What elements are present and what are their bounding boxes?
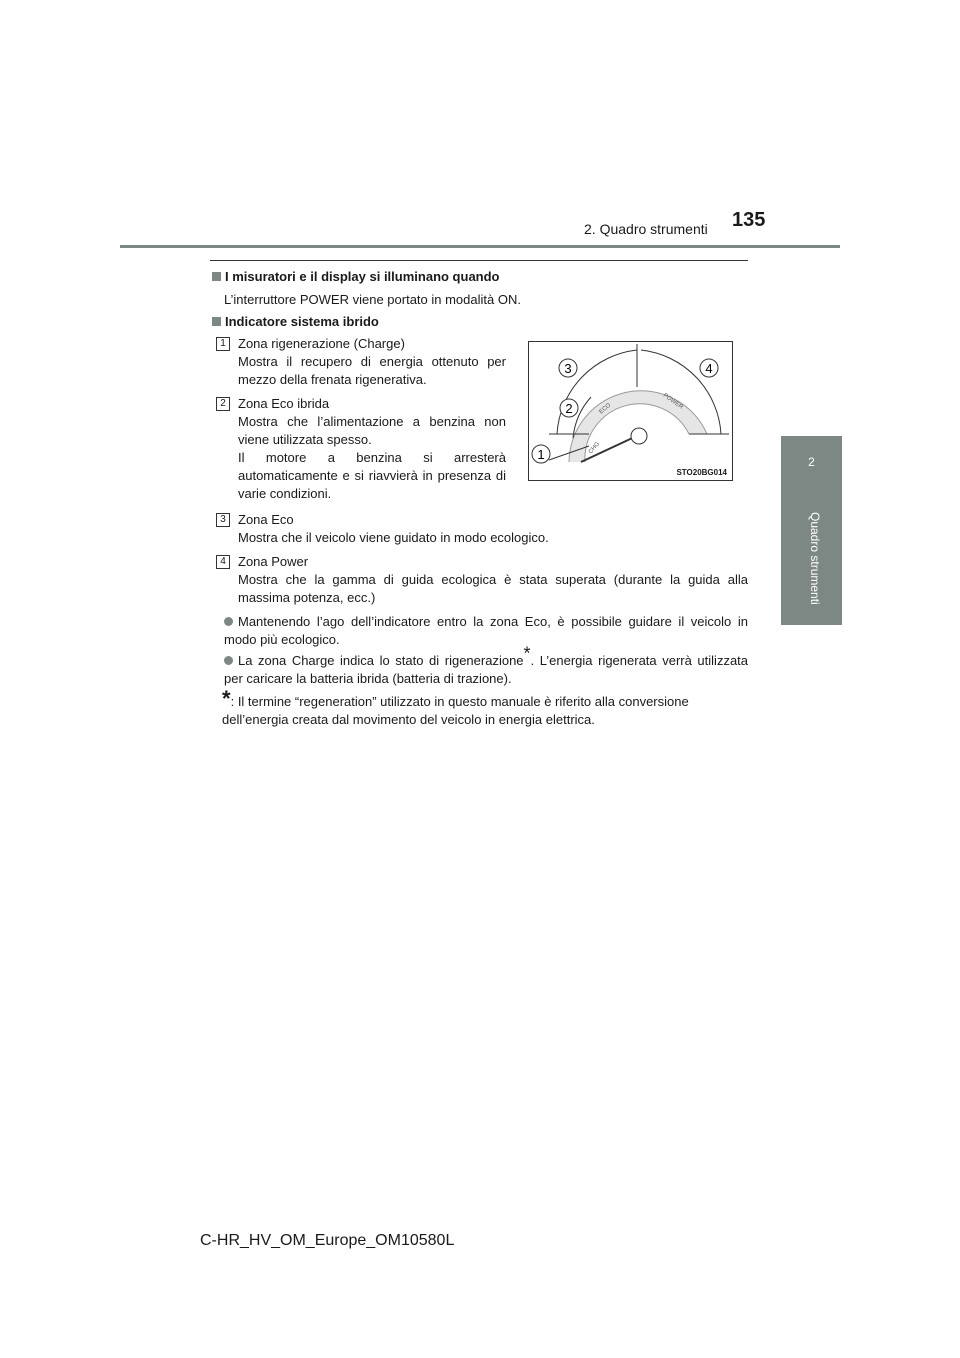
svg-text:2: 2 (565, 401, 573, 416)
hybrid-indicator-figure (528, 341, 733, 481)
item-4-title: Zona Power (238, 554, 309, 569)
bullet-1 (224, 613, 748, 649)
square-bullet-icon (212, 317, 221, 326)
svg-text:1: 1 (537, 447, 545, 462)
header-rule (120, 245, 840, 248)
item-2 (238, 395, 506, 503)
section1-heading (212, 269, 500, 284)
section2-heading-text: Indicatore sistema ibrido (225, 314, 379, 329)
bullet-2-continuation: . L’energia rigenerata verrà utilizzata per caricare la batteria ibrida (batteria di trazione). (224, 653, 749, 686)
side-tab-label (772, 512, 852, 605)
item-4-text: Mostra che la gamma di guida ecologica è stata superata (durante la guida alla massima potenza, ecc.) (238, 572, 748, 605)
bullet-2-text: La zona Charge indica lo stato di rigenerazione (238, 653, 524, 668)
footer-doc-id: C-HR_HV_OM_Europe_OM10580L (200, 1232, 455, 1249)
section-rule (210, 260, 748, 261)
callout-3 (559, 359, 577, 377)
side-tab-label-text: Quadro strumenti (808, 512, 822, 605)
square-bullet-icon (212, 272, 221, 281)
bullet-2 (224, 643, 749, 688)
section1-heading-text: I misuratori e il display si illuminano quando (225, 269, 500, 284)
section2-heading (212, 314, 379, 329)
item-number-icon: 4 (216, 555, 230, 569)
svg-text:3: 3 (564, 361, 572, 376)
item-2-text2: Il motore a benzina si arresterà automaticamente e si riavvierà in presenza di varie condizioni. (238, 450, 506, 501)
callout-2 (560, 399, 578, 417)
side-tab-number: 2 (781, 436, 842, 495)
footnote (222, 686, 748, 729)
footnote-marker: : (230, 694, 235, 709)
hybrid-gauge-diagram (529, 342, 732, 480)
item-number-icon: 2 (216, 397, 230, 411)
chapter-title: 2. Quadro strumenti (584, 221, 708, 237)
item-2-text: Mostra che l’alimentazione a benzina non viene utilizzata spesso. (238, 414, 506, 447)
figure-code: STO20BG014 (676, 468, 727, 477)
bullet-icon (224, 617, 233, 626)
item-1-text: Mostra il recupero di energia ottenuto per mezzo della frenata rigenerativa. (238, 354, 506, 387)
svg-text:4: 4 (705, 361, 713, 376)
section1-body: L’interruttore POWER viene portato in modalità ON. (224, 292, 521, 307)
item-2-title: Zona Eco ibrida (238, 396, 330, 411)
callout-1 (532, 445, 550, 463)
gauge-label-power: POWER (661, 392, 684, 411)
asterisk-mark: * (523, 643, 531, 664)
item-4 (238, 553, 748, 607)
item-1-title: Zona rigenerazione (Charge) (238, 336, 405, 351)
item-3 (238, 511, 748, 547)
footnote-text: Il termine “regeneration” utilizzato in questo manuale è riferito alla conversione dell’energia creata dal movimento del veicolo in energia elettrica. (222, 694, 689, 727)
footnote-asterisk: * (222, 686, 231, 711)
page-number: 135 (732, 209, 766, 231)
gauge-label-eco: ECO (598, 402, 613, 416)
bullet-1-text: Mantenendo l’ago dell’indicatore entro la zona Eco, è possibile guidare il veicolo in modo più ecologico. (224, 614, 748, 647)
gauge-label-chg: CHG (587, 441, 602, 456)
item-number-icon: 3 (216, 513, 230, 527)
item-1 (238, 335, 506, 389)
item-number-icon: 1 (216, 337, 230, 351)
callout-4 (700, 359, 718, 377)
item-3-title: Zona Eco (238, 512, 294, 527)
bullet-icon (224, 656, 233, 665)
item-3-text: Mostra che il veicolo viene guidato in modo ecologico. (238, 530, 549, 545)
